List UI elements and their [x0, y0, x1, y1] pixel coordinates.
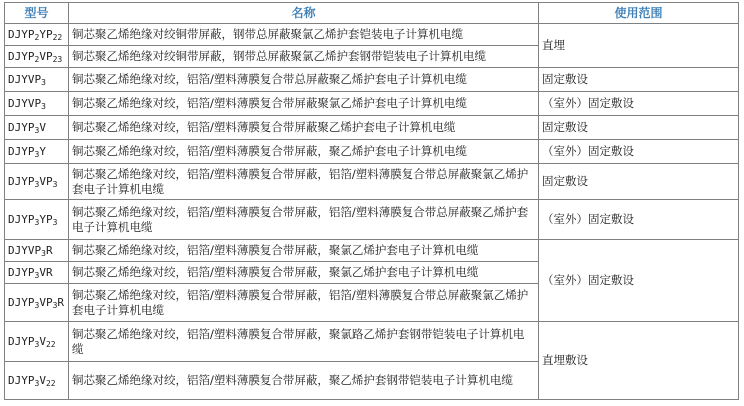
spec-table-wrapper: [4, 2, 739, 400]
table-row: [5, 92, 739, 116]
table-row: [5, 24, 739, 46]
table-row: [5, 140, 739, 164]
name-cell: 铜芯聚乙烯绝缘对绞，铝箔/塑料薄膜复合带屏蔽，聚乙烯护套电子计算机电缆: [69, 140, 539, 164]
header-model: 型号: [5, 3, 69, 24]
name-cell: 铜芯聚乙烯绝缘对绞，铝箔/塑料薄膜复合带屏蔽，聚氯路乙烯护套钢带铠装电子计算机电缆: [69, 322, 539, 362]
name-cell: 铜芯聚乙烯绝缘对绞，铝箔/塑料薄膜复合带屏蔽聚氯乙烯护套电子计算机电缆: [69, 92, 539, 116]
table-row: [5, 116, 739, 140]
usage-cell: （室外）固定敷设: [539, 140, 739, 164]
usage-cell: 直埋敷设: [539, 322, 739, 400]
cable-spec-table: [4, 2, 739, 400]
name-cell: 铜芯聚乙烯绝缘对绞，铝箔/塑料薄膜复合带屏蔽，铝箔/塑料薄膜复合带总屏蔽聚乙烯护套电子计算机电缆: [69, 200, 539, 240]
usage-cell: （室外）固定敷设: [539, 200, 739, 240]
table-row: [5, 68, 739, 92]
name-cell: 铜芯聚乙烯绝缘对绞铜带屏蔽，钢带总屏蔽聚氯乙烯护套钢带铠装电子计算机电缆: [69, 46, 539, 68]
usage-cell: 直埋: [539, 24, 739, 68]
model-cell: $DJYP_3VP_3R$: [5, 284, 69, 322]
name-cell: 铜芯聚乙烯绝缘对绞，铝箔/塑料薄膜复合带屏蔽，聚氯乙烯护套电子计算机电缆: [69, 262, 539, 284]
table-row: [5, 240, 739, 262]
header-name: 名称: [69, 3, 539, 24]
usage-cell: （室外）固定敷设: [539, 240, 739, 322]
model-cell: $DJYP_3VR$: [5, 262, 69, 284]
name-cell: 铜芯聚乙烯绝缘对绞，铝箔/塑料薄膜复合带屏蔽，聚乙烯护套钢带铠装电子计算机电缆: [69, 362, 539, 400]
usage-cell: 固定敷设: [539, 68, 739, 92]
model-cell: $DJYP_3Y$: [5, 140, 69, 164]
table-row: [5, 200, 739, 240]
model-cell: $DJYP_3V_{22}$: [5, 322, 69, 362]
model-cell: $DJYVP_3$: [5, 68, 69, 92]
model-cell: $DJYP_3V$: [5, 116, 69, 140]
model-cell: $DJYP_3V_{22}$: [5, 362, 69, 400]
usage-cell: （室外）固定敷设: [539, 92, 739, 116]
model-cell: $DJYP_3YP_3$: [5, 200, 69, 240]
model-cell: $DJYP_2VP_{23}$: [5, 46, 69, 68]
name-cell: 铜芯聚乙烯绝缘对绞，铝箔/塑料薄膜复合带总屏蔽聚乙烯护套电子计算机电缆: [69, 68, 539, 92]
name-cell: 铜芯聚乙烯绝缘对绞铜带屏蔽，钢带总屏蔽聚氯乙烯护套铠装电子计算机电缆: [69, 24, 539, 46]
table-row: [5, 322, 739, 362]
model-cell: $DJYVP_3R$: [5, 240, 69, 262]
header-usage: 使用范围: [539, 3, 739, 24]
model-cell: $DJYP_3VP_3$: [5, 164, 69, 200]
name-cell: 铜芯聚乙烯绝缘对绞，铝箔/塑料薄膜复合带屏蔽，铝箔/塑料薄膜复合带总屏蔽聚氯乙烯护套电子计算机电缆: [69, 284, 539, 322]
name-cell: 铜芯聚乙烯绝缘对绞，铝箔/塑料薄膜复合带屏蔽，聚氯乙烯护套电子计算机电缆: [69, 240, 539, 262]
table-row: [5, 164, 739, 200]
name-cell: 铜芯聚乙烯绝缘对绞，铝箔/塑料薄膜复合带屏蔽聚乙烯护套电子计算机电缆: [69, 116, 539, 140]
usage-cell: 固定敷设: [539, 116, 739, 140]
model-cell: $DJYVP_3$: [5, 92, 69, 116]
header-row: [5, 3, 739, 24]
usage-cell: 固定敷设: [539, 164, 739, 200]
model-cell: $DJYP_2YP_{22}$: [5, 24, 69, 46]
name-cell: 铜芯聚乙烯绝缘对绞，铝箔/塑料薄膜复合带屏蔽，铝箔/塑料薄膜复合带总屏蔽聚氯乙烯护套电子计算机电缆: [69, 164, 539, 200]
